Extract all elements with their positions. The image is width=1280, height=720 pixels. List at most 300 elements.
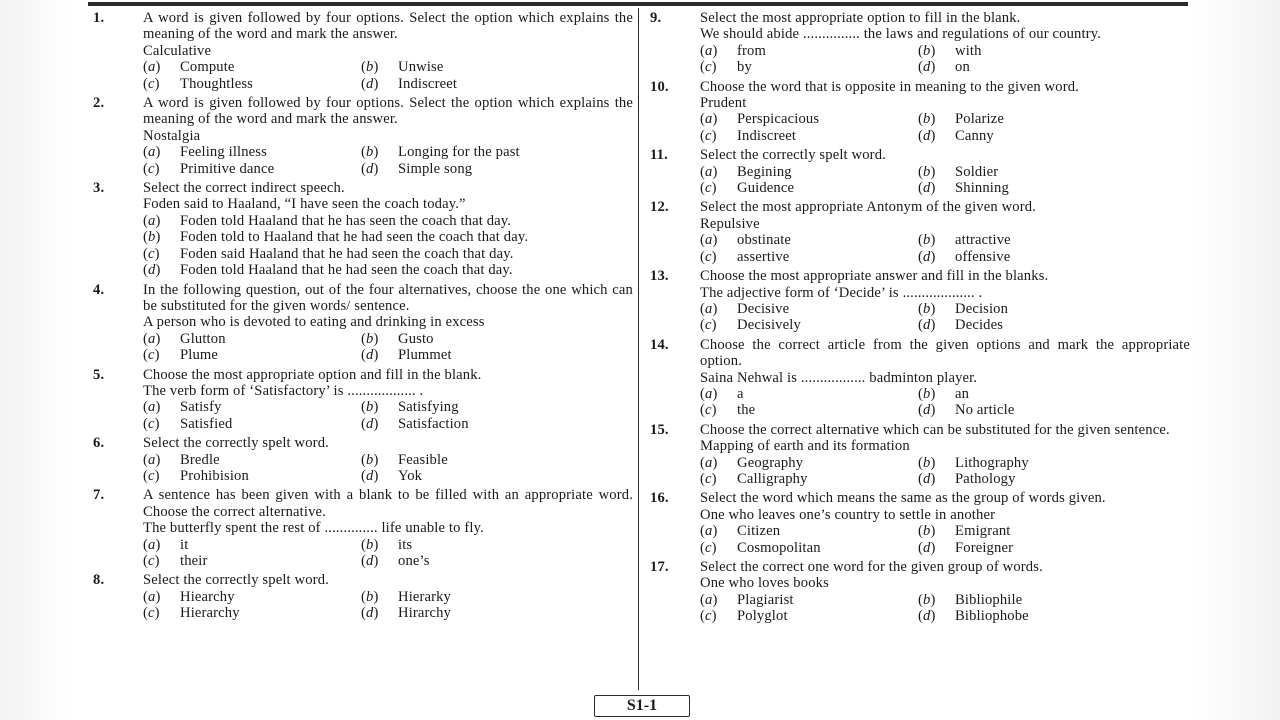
option-text: Satisfaction — [398, 415, 469, 432]
question-item — [650, 79, 1190, 145]
option-marker: (c) — [143, 553, 160, 569]
option-marker: (b) — [918, 523, 936, 540]
option-letter: d — [366, 347, 374, 364]
option-marker: (d) — [918, 180, 936, 197]
question-body — [143, 180, 633, 278]
answer-option[interactable] — [918, 59, 1190, 75]
question-prompt: Prudent — [700, 95, 747, 112]
question-body — [143, 435, 633, 484]
question-prompt: Repulsive — [700, 215, 760, 232]
option-text: Glutton — [180, 330, 226, 347]
question-stem: A sentence has been given with a blank to be filled with an appropriate word. Choose the correct alternative. — [143, 487, 633, 520]
option-letter: c — [705, 248, 712, 265]
option-marker: (c) — [143, 75, 160, 92]
option-text: Hiearchy — [180, 588, 235, 605]
question-prompt: The butterfly spent the rest of .............. life unable to fly. — [143, 520, 484, 537]
answer-option[interactable] — [700, 386, 918, 402]
option-letter: a — [148, 451, 156, 468]
question-number: 4. — [93, 281, 105, 298]
option-marker: (b) — [361, 330, 379, 347]
answer-option[interactable] — [700, 164, 918, 180]
option-marker: (d) — [918, 127, 936, 144]
option-text: Foden told Haaland that he has seen the coach that day. — [180, 212, 512, 229]
option-marker: (c) — [700, 127, 717, 144]
option-text: from — [737, 42, 766, 59]
question-number: 6. — [93, 435, 105, 452]
answer-option[interactable] — [700, 455, 918, 471]
option-marker: (c) — [700, 608, 717, 625]
answer-option[interactable] — [361, 144, 633, 160]
option-letter: c — [705, 59, 712, 76]
answer-option[interactable] — [918, 386, 1190, 402]
answer-options — [700, 301, 1190, 334]
option-letter: a — [705, 111, 713, 128]
option-marker: (b) — [361, 536, 379, 553]
answer-options — [700, 164, 1190, 197]
option-marker: (c) — [143, 605, 160, 622]
question-stem: In the following question, out of the four alternatives, choose the one which can be substituted for the given words/ sentence. — [143, 281, 633, 314]
answer-option[interactable] — [700, 301, 918, 317]
answer-option[interactable] — [918, 608, 1190, 624]
option-text: Unwise — [398, 59, 444, 76]
option-text: Cosmopolitan — [737, 539, 821, 556]
answer-option[interactable] — [918, 402, 1190, 418]
option-text: Begining — [737, 163, 792, 180]
answer-option[interactable] — [918, 317, 1190, 333]
option-text: Foden told to Haaland that he had seen the coach that day. — [180, 229, 529, 246]
question-body — [700, 147, 1190, 196]
answer-options — [700, 455, 1190, 488]
option-letter: b — [148, 229, 156, 246]
answer-option[interactable] — [918, 249, 1190, 265]
option-text: Primitive dance — [180, 160, 275, 177]
option-marker: (a) — [143, 399, 161, 416]
answer-option[interactable] — [361, 416, 633, 432]
left-question-column — [93, 10, 633, 625]
question-stem: A word is given followed by four options. Select the option which explains the meaning of the word and mark the answer. — [143, 10, 633, 43]
answer-option[interactable] — [700, 128, 918, 144]
option-marker: (a) — [700, 232, 718, 249]
question-prompt: A person who is devoted to eating and drinking in excess — [143, 314, 485, 331]
option-letter: a — [148, 330, 156, 347]
option-letter: b — [923, 385, 931, 402]
answer-option[interactable] — [700, 523, 918, 539]
option-letter: c — [148, 160, 155, 177]
option-marker: (b) — [918, 454, 936, 471]
option-marker: (b) — [361, 59, 379, 76]
answer-option[interactable] — [361, 59, 633, 75]
option-letter: b — [923, 42, 931, 59]
option-text: by — [737, 59, 752, 76]
option-text: Perspicacious — [737, 111, 820, 128]
question-item — [93, 282, 633, 364]
option-marker: (a) — [700, 300, 718, 317]
option-marker: (b) — [361, 144, 379, 161]
option-letter: a — [148, 399, 156, 416]
answer-option[interactable] — [143, 331, 361, 347]
option-marker: (c) — [700, 539, 717, 556]
option-marker: (d) — [143, 262, 161, 279]
question-number: 17. — [650, 559, 669, 575]
option-text: Hierarchy — [180, 605, 240, 622]
option-letter: b — [923, 523, 931, 540]
question-stem: Select the correct indirect speech. — [143, 180, 345, 197]
option-marker: (b) — [918, 232, 936, 249]
option-text: the — [737, 402, 756, 419]
option-letter: a — [148, 536, 156, 553]
option-text: obstinate — [737, 232, 792, 249]
option-letter: c — [705, 127, 712, 144]
option-letter: b — [366, 399, 374, 416]
question-item — [650, 10, 1190, 76]
answer-option[interactable] — [700, 608, 918, 624]
option-marker: (c) — [700, 248, 717, 265]
option-marker: (c) — [143, 347, 160, 364]
question-prompt: One who loves books — [700, 575, 829, 592]
answer-options — [143, 144, 633, 177]
answer-option[interactable] — [918, 471, 1190, 487]
answer-option[interactable] — [143, 347, 361, 363]
option-letter: d — [923, 608, 931, 625]
answer-option[interactable] — [143, 553, 361, 569]
answer-option[interactable] — [700, 59, 918, 75]
question-item — [93, 95, 633, 177]
question-body — [143, 487, 633, 569]
option-text: Shinning — [955, 180, 1009, 197]
option-text: Polyglot — [737, 608, 788, 625]
option-letter: a — [705, 591, 713, 608]
option-letter: d — [366, 467, 374, 484]
option-text: Decides — [955, 317, 1004, 334]
question-prompt: Saina Nehwal is ................. badminton player. — [700, 369, 978, 386]
question-item — [93, 180, 633, 278]
answer-option[interactable] — [700, 232, 918, 248]
question-prompt: Foden said to Haaland, “I have seen the coach today.” — [143, 196, 466, 213]
answer-option[interactable] — [918, 43, 1190, 59]
option-marker: (d) — [361, 467, 379, 484]
option-text: Emigrant — [955, 523, 1011, 540]
answer-option[interactable] — [143, 161, 361, 177]
option-text: Lithography — [955, 454, 1029, 471]
option-text: Feeling illness — [180, 144, 267, 161]
option-letter: d — [923, 539, 931, 556]
option-text: Foden said Haaland that he had seen the coach that day. — [180, 245, 514, 262]
option-letter: a — [705, 300, 713, 317]
question-number: 13. — [650, 268, 669, 285]
option-text: Decisive — [737, 300, 790, 317]
answer-option[interactable] — [700, 43, 918, 59]
question-item — [650, 199, 1190, 265]
option-letter: d — [923, 470, 931, 487]
option-text: Decisively — [737, 317, 801, 334]
answer-options — [700, 386, 1190, 419]
answer-option[interactable] — [361, 399, 633, 415]
option-letter: c — [148, 467, 155, 484]
option-marker: (c) — [700, 317, 717, 334]
option-text: Plume — [180, 347, 219, 364]
option-letter: d — [923, 59, 931, 76]
option-text: with — [955, 42, 982, 59]
option-text: Polarize — [955, 111, 1005, 128]
column-divider — [638, 8, 639, 690]
question-number: 15. — [650, 421, 669, 438]
option-marker: (b) — [918, 163, 936, 180]
question-item — [650, 490, 1190, 556]
option-letter: d — [923, 317, 931, 334]
answer-option[interactable] — [143, 399, 361, 415]
question-body — [143, 95, 633, 177]
answer-option[interactable] — [918, 592, 1190, 608]
option-letter: d — [923, 127, 931, 144]
question-stem: Choose the correct alternative which can be substituted for the given sentence. — [700, 421, 1170, 438]
answer-options — [700, 43, 1190, 76]
option-letter: b — [923, 454, 931, 471]
answer-option[interactable] — [143, 229, 633, 245]
option-text: Feasible — [398, 451, 448, 468]
question-number: 7. — [93, 487, 105, 504]
option-letter: a — [705, 163, 713, 180]
answer-option[interactable] — [918, 128, 1190, 144]
right-question-column — [650, 10, 1190, 628]
answer-option[interactable] — [700, 317, 918, 333]
question-body — [700, 559, 1190, 625]
option-marker: (a) — [143, 59, 161, 76]
option-marker: (d) — [918, 59, 936, 76]
answer-option[interactable] — [918, 523, 1190, 539]
option-letter: c — [148, 347, 155, 364]
answer-option[interactable] — [361, 161, 633, 177]
answer-option[interactable] — [361, 452, 633, 468]
question-body — [700, 10, 1190, 76]
option-text: Citizen — [737, 523, 781, 540]
option-marker: (a) — [143, 536, 161, 553]
answer-option[interactable] — [700, 111, 918, 127]
option-text: Bibliophile — [955, 591, 1023, 608]
question-body — [700, 79, 1190, 145]
answer-option[interactable] — [361, 537, 633, 553]
answer-option[interactable] — [700, 471, 918, 487]
option-letter: d — [366, 605, 374, 622]
option-marker: (d) — [918, 539, 936, 556]
question-number: 11. — [650, 147, 668, 164]
question-stem: Choose the most appropriate option and fill in the blank. — [143, 366, 482, 383]
question-stem: Select the correctly spelt word. — [700, 147, 886, 164]
option-letter: b — [923, 300, 931, 317]
option-letter: c — [705, 539, 712, 556]
option-marker: (b) — [143, 229, 161, 246]
question-body — [700, 199, 1190, 265]
option-text: Simple song — [398, 160, 473, 177]
option-text: it — [180, 536, 189, 553]
answer-option[interactable] — [918, 232, 1190, 248]
answer-option[interactable] — [143, 452, 361, 468]
option-text: Bibliophobe — [955, 608, 1029, 625]
answer-options — [143, 399, 633, 432]
option-letter: b — [366, 144, 374, 161]
option-letter: c — [705, 402, 712, 419]
option-text: its — [398, 536, 413, 553]
answer-option[interactable] — [143, 213, 633, 229]
question-prompt: Nostalgia — [143, 127, 201, 144]
answer-option[interactable] — [918, 164, 1190, 180]
option-marker: (a) — [143, 330, 161, 347]
answer-option[interactable] — [143, 262, 633, 278]
option-marker: (a) — [143, 144, 161, 161]
option-letter: b — [366, 536, 374, 553]
option-letter: b — [366, 588, 374, 605]
question-number: 8. — [93, 572, 105, 589]
answer-option[interactable] — [361, 76, 633, 92]
option-letter: c — [705, 470, 712, 487]
option-letter: b — [923, 163, 931, 180]
question-body — [700, 268, 1190, 334]
option-text: Satisfying — [398, 399, 459, 416]
option-letter: b — [366, 451, 374, 468]
option-letter: a — [705, 385, 713, 402]
option-text: Pathology — [955, 470, 1016, 487]
option-letter: d — [366, 160, 374, 177]
answer-option[interactable] — [700, 540, 918, 556]
answer-option[interactable] — [143, 59, 361, 75]
option-letter: a — [148, 588, 156, 605]
option-letter: a — [705, 454, 713, 471]
question-prompt: Calculative — [143, 42, 212, 59]
option-marker: (a) — [700, 42, 718, 59]
answer-option[interactable] — [700, 180, 918, 196]
answer-option[interactable] — [918, 301, 1190, 317]
option-marker: (d) — [918, 608, 936, 625]
answer-option[interactable] — [361, 553, 633, 569]
question-body — [143, 572, 633, 621]
question-body — [700, 422, 1190, 488]
option-text: Satisfied — [180, 415, 233, 432]
option-marker: (a) — [700, 385, 718, 402]
option-text: Compute — [180, 59, 235, 76]
answer-option[interactable] — [361, 331, 633, 347]
answer-options — [143, 331, 633, 364]
question-stem: Select the correctly spelt word. — [143, 435, 329, 452]
option-letter: c — [705, 608, 712, 625]
answer-option[interactable] — [143, 605, 361, 621]
answer-option[interactable] — [143, 144, 361, 160]
option-marker: (a) — [143, 588, 161, 605]
option-text: Plummet — [398, 347, 452, 364]
answer-option[interactable] — [361, 347, 633, 363]
answer-option[interactable] — [700, 402, 918, 418]
answer-option[interactable] — [700, 249, 918, 265]
answer-option[interactable] — [143, 468, 361, 484]
answer-option[interactable] — [361, 589, 633, 605]
option-text: Satisfy — [180, 399, 222, 416]
question-item — [650, 559, 1190, 625]
question-item — [93, 435, 633, 484]
option-marker: (a) — [700, 591, 718, 608]
option-letter: b — [366, 330, 374, 347]
option-text: Hierarky — [398, 588, 452, 605]
option-marker: (b) — [918, 300, 936, 317]
option-marker: (c) — [143, 415, 160, 432]
option-letter: d — [923, 180, 931, 197]
question-prompt: The verb form of ‘Satisfactory’ is .................. . — [143, 382, 424, 399]
option-marker: (c) — [700, 402, 717, 419]
answer-option[interactable] — [143, 76, 361, 92]
answer-option[interactable] — [143, 589, 361, 605]
question-number: 5. — [93, 366, 105, 383]
question-item — [650, 147, 1190, 196]
option-text: Thoughtless — [180, 75, 253, 92]
option-text: an — [955, 385, 970, 402]
option-marker: (c) — [143, 245, 160, 262]
option-text: Bredle — [180, 451, 220, 468]
option-marker: (d) — [918, 402, 936, 419]
answer-option[interactable] — [361, 605, 633, 621]
answer-options — [143, 452, 633, 485]
option-text: Indiscreet — [398, 75, 458, 92]
answer-option[interactable] — [918, 111, 1190, 127]
answer-option[interactable] — [361, 468, 633, 484]
answer-options — [143, 589, 633, 622]
option-letter: c — [148, 75, 155, 92]
question-item — [650, 337, 1190, 419]
option-text: Foden told Haaland that he had seen the coach that day. — [180, 262, 513, 279]
question-number: 9. — [650, 10, 662, 26]
option-marker: (a) — [143, 451, 161, 468]
answer-options — [143, 537, 633, 570]
option-marker: (b) — [918, 591, 936, 608]
option-letter: d — [366, 553, 374, 569]
option-text: on — [955, 59, 970, 76]
option-letter: d — [923, 248, 931, 265]
option-marker: (c) — [143, 467, 160, 484]
option-letter: d — [148, 262, 156, 279]
answer-option[interactable] — [700, 592, 918, 608]
option-text: Decision — [955, 300, 1009, 317]
question-stem: Select the correct one word for the given group of words. — [700, 559, 1043, 575]
option-marker: (d) — [361, 415, 379, 432]
question-number: 3. — [93, 180, 105, 197]
question-number: 16. — [650, 490, 669, 507]
answer-option[interactable] — [918, 180, 1190, 196]
option-letter: c — [148, 553, 155, 569]
question-item — [650, 422, 1190, 488]
question-body — [700, 490, 1190, 556]
option-text: Plagiarist — [737, 591, 794, 608]
option-text: a — [737, 385, 744, 402]
answer-option[interactable] — [143, 416, 361, 432]
option-text: their — [180, 553, 208, 569]
question-body — [143, 367, 633, 433]
option-text: Geography — [737, 454, 804, 471]
answer-option[interactable] — [143, 537, 361, 553]
option-marker: (a) — [700, 523, 718, 540]
option-letter: d — [923, 402, 931, 419]
option-text: Soldier — [955, 163, 999, 180]
page-shadow-right — [1190, 0, 1280, 720]
answer-option[interactable] — [143, 246, 633, 262]
option-marker: (d) — [918, 317, 936, 334]
answer-option[interactable] — [918, 455, 1190, 471]
option-marker: (a) — [700, 111, 718, 128]
option-text: Hirarchy — [398, 605, 452, 622]
option-marker: (d) — [361, 160, 379, 177]
option-text: Yok — [398, 467, 423, 484]
question-stem: Choose the most appropriate answer and fill in the blanks. — [700, 268, 1049, 285]
question-body — [143, 282, 633, 364]
answer-option[interactable] — [918, 540, 1190, 556]
answer-options — [700, 592, 1190, 625]
option-marker: (a) — [700, 454, 718, 471]
option-marker: (b) — [361, 399, 379, 416]
